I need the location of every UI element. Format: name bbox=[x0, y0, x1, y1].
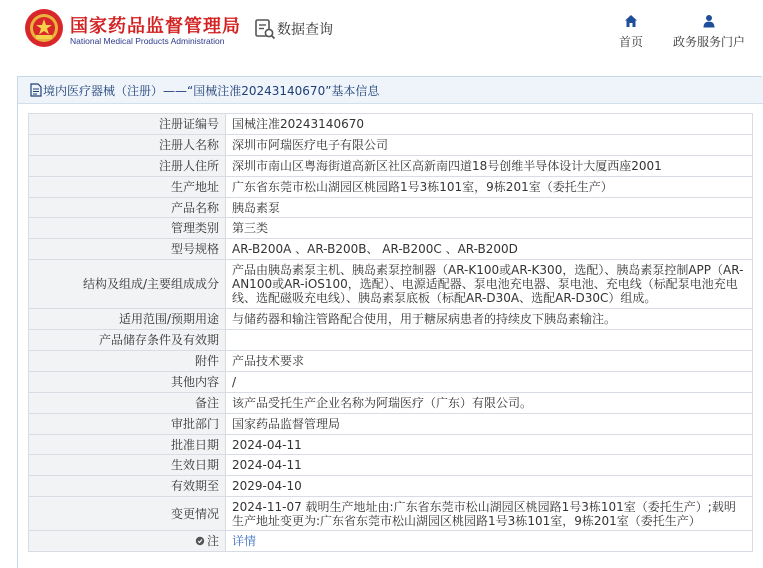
row-key: 产品储存条件及有效期 bbox=[29, 330, 226, 351]
site-header bbox=[0, 0, 763, 68]
row-value: 2024-04-11 bbox=[226, 455, 753, 476]
nav-home-label: 首页 bbox=[618, 35, 643, 49]
row-key-note bbox=[29, 531, 226, 552]
home-icon bbox=[624, 14, 638, 28]
registration-info-table bbox=[28, 113, 753, 552]
table-row bbox=[29, 114, 753, 135]
row-key: 结构及组成/主要组成成分 bbox=[29, 260, 226, 309]
table-row bbox=[29, 434, 753, 455]
table-row bbox=[29, 330, 753, 351]
row-key-label: 注 bbox=[206, 534, 219, 549]
logo-title-cn: 国家药品监督管理局 bbox=[70, 16, 241, 37]
row-value: 国家药品监督管理局 bbox=[226, 413, 753, 434]
table-row bbox=[29, 455, 753, 476]
table-row bbox=[29, 260, 753, 309]
row-value: 第三类 bbox=[226, 218, 753, 239]
table-row bbox=[29, 155, 753, 176]
row-key: 适用范围/预期用途 bbox=[29, 309, 226, 330]
row-value: AR-B200A 、AR-B200B、 AR-B200C 、AR-B200D bbox=[226, 239, 753, 260]
detail-panel bbox=[17, 76, 762, 568]
row-key: 注册证编号 bbox=[29, 114, 226, 135]
row-key: 审批部门 bbox=[29, 413, 226, 434]
nav-portal-label: 政务服务门户 bbox=[672, 35, 745, 49]
table-row bbox=[29, 218, 753, 239]
row-value: / bbox=[226, 371, 753, 392]
table-row bbox=[29, 531, 753, 552]
note-icon bbox=[195, 536, 205, 546]
row-value: 广东省东莞市松山湖园区桃园路1号3栋101室，9栋201室（委托生产） bbox=[226, 176, 753, 197]
row-value bbox=[226, 531, 753, 552]
row-value: 该产品受托生产企业名称为阿瑞医疗（广东）有限公司。 bbox=[226, 392, 753, 413]
row-key: 注册人住所 bbox=[29, 155, 226, 176]
row-value bbox=[226, 330, 753, 351]
table-row bbox=[29, 497, 753, 531]
row-key: 变更情况 bbox=[29, 497, 226, 531]
table-row bbox=[29, 371, 753, 392]
row-key: 附件 bbox=[29, 351, 226, 372]
table-row bbox=[29, 476, 753, 497]
row-value: 2024-04-11 bbox=[226, 434, 753, 455]
row-key: 型号规格 bbox=[29, 239, 226, 260]
table-row bbox=[29, 197, 753, 218]
row-key: 管理类别 bbox=[29, 218, 226, 239]
national-emblem-icon bbox=[24, 8, 64, 48]
table-row bbox=[29, 392, 753, 413]
row-key: 生产地址 bbox=[29, 176, 226, 197]
row-key: 其他内容 bbox=[29, 371, 226, 392]
table-row bbox=[29, 309, 753, 330]
row-value: 深圳市阿瑞医疗电子有限公司 bbox=[226, 134, 753, 155]
row-value: 产品技术要求 bbox=[226, 351, 753, 372]
row-value: 2029-04-10 bbox=[226, 476, 753, 497]
nav-home-link[interactable] bbox=[613, 14, 649, 50]
data-query-icon bbox=[254, 18, 276, 40]
row-key: 产品名称 bbox=[29, 197, 226, 218]
nav-portal-link[interactable] bbox=[666, 14, 752, 50]
details-link[interactable]: 详情 bbox=[232, 534, 257, 549]
table-row bbox=[29, 134, 753, 155]
document-icon bbox=[30, 83, 42, 97]
breadcrumb: 境内医疗器械（注册）——“国械注准20243140670”基本信息 bbox=[43, 84, 380, 98]
user-icon bbox=[702, 14, 716, 28]
table-row bbox=[29, 351, 753, 372]
row-value: 国械注准20243140670 bbox=[226, 114, 753, 135]
table-row bbox=[29, 413, 753, 434]
logo-title-en: National Medical Products Administration bbox=[70, 36, 225, 46]
data-query-title: 数据查询 bbox=[277, 22, 333, 38]
row-key: 有效期至 bbox=[29, 476, 226, 497]
row-value: 深圳市南山区粤海街道高新区社区高新南四道18号创维半导体设计大厦西座2001 bbox=[226, 155, 753, 176]
row-key: 批准日期 bbox=[29, 434, 226, 455]
row-value: 与储药器和输注管路配合使用，用于糖尿病患者的持续皮下胰岛素输注。 bbox=[226, 309, 753, 330]
panel-header bbox=[18, 77, 763, 104]
row-value: 产品由胰岛素泵主机、胰岛素泵控制器（AR-K100或AR-K300，选配）、胰岛素泵控制APP（AR-AN100或AR-iOS100，选配）、电源适配器、泵电池充电器、泵电池、充电线（标配泵电池充电线、选配磁吸充电线）、胰岛素泵底板（标配AR-D30A、选配AR-D30C）组成。 bbox=[226, 260, 753, 309]
row-key: 备注 bbox=[29, 392, 226, 413]
table-row bbox=[29, 239, 753, 260]
table-row bbox=[29, 176, 753, 197]
row-key: 生效日期 bbox=[29, 455, 226, 476]
row-value: 胰岛素泵 bbox=[226, 197, 753, 218]
row-key: 注册人名称 bbox=[29, 134, 226, 155]
row-value: 2024-11-07 载明生产地址由:广东省东莞市松山湖园区桃园路1号3栋101室（委托生产）;载明生产地址变更为:广东省东莞市松山湖园区桃园路1号3栋101室，9栋201室（委托生产） bbox=[226, 497, 753, 531]
